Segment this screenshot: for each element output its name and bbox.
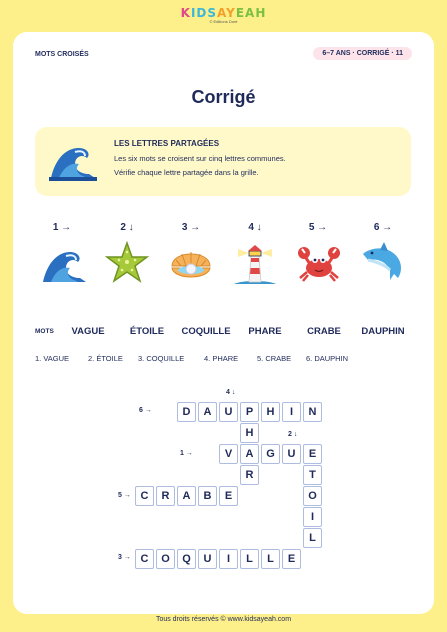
grid-cell: Q [177, 549, 196, 569]
word-6: DAUPHIN [361, 326, 405, 337]
lighthouse-icon [232, 240, 278, 286]
grid-cell: A [177, 486, 196, 506]
section-label: MOTS CROISÉS [35, 51, 89, 58]
grid-cell: V [219, 444, 238, 464]
grid-cell: O [156, 549, 175, 569]
grid-label-3-across: 3 → [118, 554, 131, 561]
clue-label-3: 3 → [181, 222, 201, 233]
info-line-1: Les six mots se croisent sur cinq lettres communes. [114, 154, 286, 163]
grid-cell: R [156, 486, 175, 506]
word-5: CRABE [307, 326, 341, 337]
grid-cell: L [261, 549, 280, 569]
worksheet-card [13, 32, 434, 614]
answer-4: 4. PHARE [204, 354, 239, 363]
starfish-icon [104, 240, 150, 286]
grid-cell: E [303, 444, 322, 464]
grid-cell: T [303, 465, 322, 485]
grid-cell: A [240, 444, 259, 464]
grid-cell: A [198, 402, 217, 422]
grid-label-2-down: 2 ↓ [288, 431, 298, 438]
grid-label-4-down: 4 ↓ [226, 389, 236, 396]
grid-cell: E [282, 549, 301, 569]
words-label: MOTS [35, 328, 54, 335]
grid-label-6-across: 6 → [139, 407, 152, 414]
grid-cell: C [135, 486, 154, 506]
answer-2: 2. ÉTOILE [88, 354, 123, 363]
word-3: COQUILLE [181, 326, 231, 337]
grid-cell: U [282, 444, 301, 464]
grid-cell: N [303, 402, 322, 422]
grid-cell: O [303, 486, 322, 506]
grid-cell: H [240, 423, 259, 443]
answer-1: 1. VAGUE [35, 354, 70, 363]
footer-copyright: Tous droits réservés © www.kidsayeah.com [155, 616, 292, 623]
level-badge: 6–7 ANS · CORRIGÉ · 11 [313, 47, 412, 60]
grid-cell: H [261, 402, 280, 422]
clue-label-4: 4 ↓ [248, 222, 262, 233]
grid-cell: D [177, 402, 196, 422]
grid-label-1-across: 1 → [180, 450, 193, 457]
grid-cell: R [240, 465, 259, 485]
grid-cell: C [135, 549, 154, 569]
wave-icon [49, 140, 97, 182]
word-2: ÉTOILE [129, 326, 165, 337]
info-box [35, 127, 411, 196]
brand-tagline: © Editions Doré [209, 19, 238, 24]
shell-pearl-icon [168, 240, 214, 286]
clue-label-6: 6 → [373, 222, 393, 233]
grid-cell: U [198, 549, 217, 569]
answer-5: 5. CRABE [257, 354, 292, 363]
grid-label-5-across: 5 → [118, 492, 131, 499]
answer-3: 3. COQUILLE [138, 354, 185, 363]
dolphin-icon [360, 240, 406, 286]
grid-cell: U [219, 402, 238, 422]
grid-cell: I [282, 402, 301, 422]
grid-cell: L [303, 528, 322, 548]
info-title: LES LETTRES PARTAGÉES [114, 139, 220, 148]
crab-icon [296, 240, 342, 286]
grid-cell: I [303, 507, 322, 527]
clue-label-1: 1 → [52, 222, 72, 233]
answer-6: 6. DAUPHIN [306, 354, 349, 363]
grid-cell: I [219, 549, 238, 569]
clue-label-2: 2 ↓ [120, 222, 134, 233]
info-line-2: Vérifie chaque lettre partagée dans la grille. [114, 168, 259, 177]
grid-cell: P [240, 402, 259, 422]
page-title: Corrigé [191, 87, 256, 107]
word-1: VAGUE [71, 326, 105, 337]
wave-icon [41, 240, 87, 286]
grid-cell: G [261, 444, 280, 464]
clue-label-5: 5 → [308, 222, 328, 233]
grid-cell: B [198, 486, 217, 506]
brand-logo: KIDSAYEAH [180, 6, 267, 20]
grid-cell: L [240, 549, 259, 569]
grid-cell: E [219, 486, 238, 506]
word-4: PHARE [248, 326, 282, 337]
